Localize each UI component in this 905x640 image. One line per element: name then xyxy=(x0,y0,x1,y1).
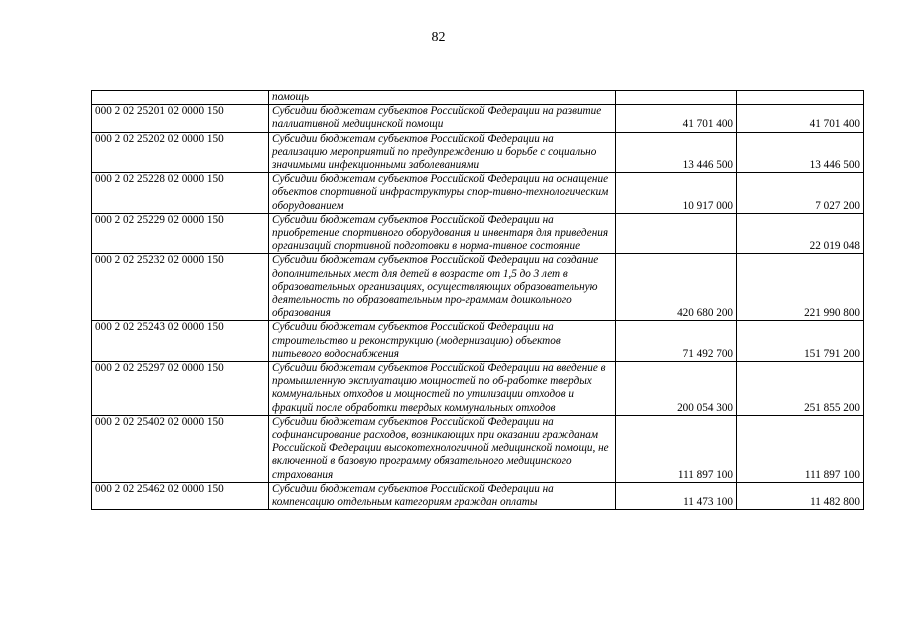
table-row xyxy=(92,173,864,214)
table-row xyxy=(92,105,864,132)
name-cell: Субсидии бюджетам субъектов Российской Федерации на софинансирование расходов, возникающих при оказании гражданам Российской Федерации высокотехнологичной медицинской помощи, не включенной в базовую программу обязательного медицинского страхования xyxy=(269,415,616,482)
page-number: 82 xyxy=(431,30,446,45)
value-2-cell: 41 701 400 xyxy=(737,105,864,132)
name-cell: помощь xyxy=(269,91,616,105)
table-row xyxy=(92,132,864,173)
name-cell: Субсидии бюджетам субъектов Российской Федерации на развитие паллиативной медицинской помощи xyxy=(269,105,616,132)
value-1-cell: 10 917 000 xyxy=(616,173,737,214)
code-cell xyxy=(92,91,269,105)
value-1-cell: 11 473 100 xyxy=(616,482,737,509)
name-cell: Субсидии бюджетам субъектов Российской Федерации на реализацию мероприятий по предупреждению и борьбе с социально значимыми инфекционными заболеваниями xyxy=(269,132,616,173)
code-cell: 000 2 02 25229 02 0000 150 xyxy=(92,213,269,254)
value-1-cell: 420 680 200 xyxy=(616,254,737,321)
value-1-cell: 13 446 500 xyxy=(616,132,737,173)
code-cell: 000 2 02 25201 02 0000 150 xyxy=(92,105,269,132)
name-cell: Субсидии бюджетам субъектов Российской Федерации на оснащение объектов спортивной инфраструктуры спор-тивно-технологическим оборудованием xyxy=(269,173,616,214)
name-cell: Субсидии бюджетам субъектов Российской Федерации на строительство и реконструкцию (модернизацию) объектов питьевого водоснабжения xyxy=(269,321,616,362)
value-2-cell: 13 446 500 xyxy=(737,132,864,173)
value-1-cell: 71 492 700 xyxy=(616,321,737,362)
code-cell: 000 2 02 25202 02 0000 150 xyxy=(92,132,269,173)
value-1-cell xyxy=(616,213,737,254)
name-cell: Субсидии бюджетам субъектов Российской Федерации на компенсацию отдельным категориям граждан оплаты xyxy=(269,482,616,509)
table-row xyxy=(92,482,864,509)
budget-table xyxy=(91,90,864,510)
table-row-continuation xyxy=(92,91,864,105)
value-1-cell xyxy=(616,91,737,105)
name-cell: Субсидии бюджетам субъектов Российской Федерации на введение в промышленную эксплуатацию мощностей по об-работке твердых коммунальных отходов и мощностей по утилизации отходов и фракций после обработки твердых коммунальных отходов xyxy=(269,362,616,416)
value-1-cell: 111 897 100 xyxy=(616,415,737,482)
table-row xyxy=(92,321,864,362)
value-2-cell: 221 990 800 xyxy=(737,254,864,321)
code-cell: 000 2 02 25232 02 0000 150 xyxy=(92,254,269,321)
value-2-cell: 111 897 100 xyxy=(737,415,864,482)
value-2-cell: 7 027 200 xyxy=(737,173,864,214)
value-2-cell: 11 482 800 xyxy=(737,482,864,509)
table-row xyxy=(92,213,864,254)
value-2-cell: 251 855 200 xyxy=(737,362,864,416)
code-cell: 000 2 02 25243 02 0000 150 xyxy=(92,321,269,362)
name-cell: Субсидии бюджетам субъектов Российской Федерации на приобретение спортивного оборудования и инвентаря для приведения организаций спортивной подготовки в норма-тивное состояние xyxy=(269,213,616,254)
table-row xyxy=(92,415,864,482)
table-row xyxy=(92,362,864,416)
value-2-cell xyxy=(737,91,864,105)
code-cell: 000 2 02 25228 02 0000 150 xyxy=(92,173,269,214)
value-1-cell: 41 701 400 xyxy=(616,105,737,132)
code-cell: 000 2 02 25297 02 0000 150 xyxy=(92,362,269,416)
code-cell: 000 2 02 25462 02 0000 150 xyxy=(92,482,269,509)
value-2-cell: 151 791 200 xyxy=(737,321,864,362)
code-cell: 000 2 02 25402 02 0000 150 xyxy=(92,415,269,482)
value-1-cell: 200 054 300 xyxy=(616,362,737,416)
name-cell: Субсидии бюджетам субъектов Российской Федерации на создание дополнительных мест для детей в возрасте от 1,5 до 3 лет в образовательных организациях, осуществляющих образовательную деятельность по образовательным про-граммам дошкольного образования xyxy=(269,254,616,321)
table-row xyxy=(92,254,864,321)
value-2-cell: 22 019 048 xyxy=(737,213,864,254)
